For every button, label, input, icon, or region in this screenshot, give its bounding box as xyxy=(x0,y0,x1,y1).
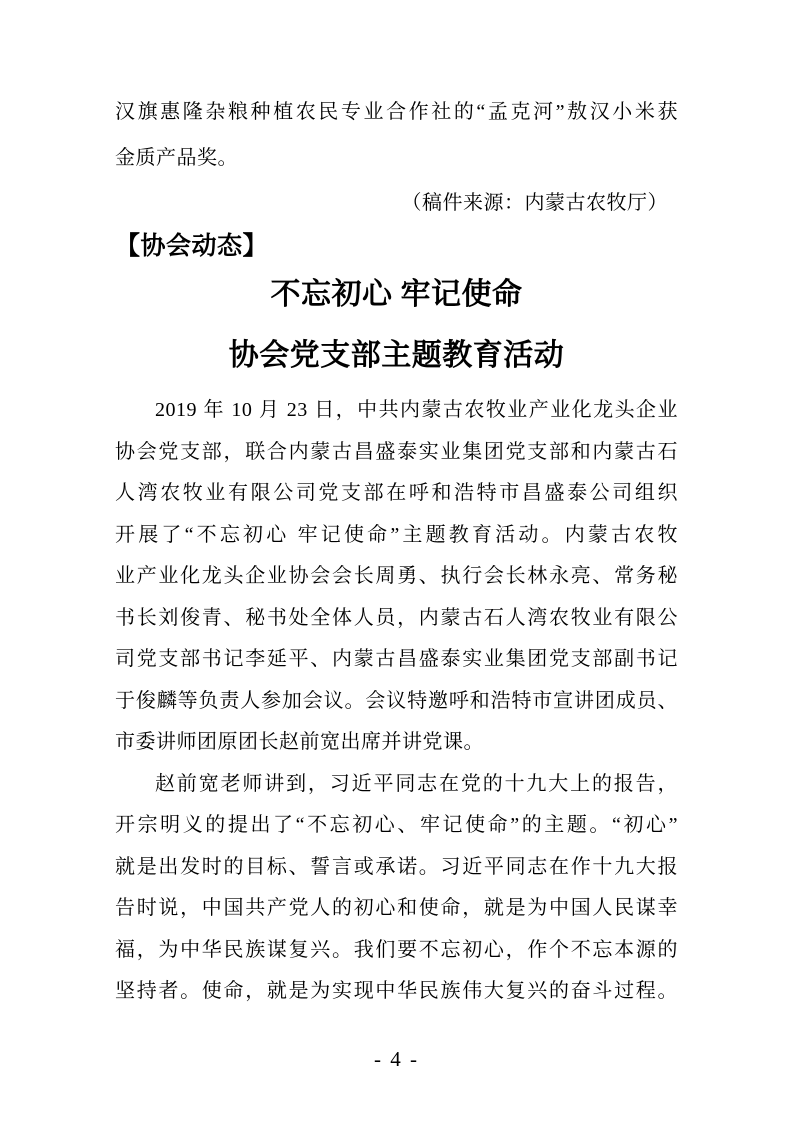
body-line: 就是出发时的目标、誓言或承诺。习近平同志在作十九大报 xyxy=(115,855,678,878)
body-line: 坚持者。使命，就是为实现中华民族伟大复兴的奋斗过程。 xyxy=(115,980,678,1002)
body-line: 开宗明义的提出了“不忘初心、牢记使命”的主题。“初心” xyxy=(115,814,678,836)
body-line: 于俊麟等负责人参加会议。会议特邀呼和浩特市宣讲团成员、 xyxy=(115,689,678,712)
document-content xyxy=(115,89,678,1013)
paragraph-2 xyxy=(115,764,678,1013)
body-line: 2019 年 10 月 23 日，中共内蒙古农牧业产业化龙头企业 xyxy=(155,399,678,421)
intro-paragraph xyxy=(115,89,678,181)
body-line: 开展了“不忘初心 牢记使命”主题教育活动。内蒙古农牧 xyxy=(115,523,678,546)
body-line: 司党支部书记李延平、内蒙古昌盛泰实业集团党支部副书记 xyxy=(115,648,678,670)
body-line: 汉旗惠隆杂粮种植农民专业合作社的“孟克河”敖汉小米获 xyxy=(115,101,678,123)
article-title-line1: 不忘初心 牢记使命 xyxy=(270,278,523,311)
paragraph-1 xyxy=(115,390,678,764)
page-number: - 4 - xyxy=(374,1047,419,1071)
body-line: 告时说，中国共产党人的初心和使命，就是为中国人民谋幸 xyxy=(115,897,678,919)
body-line: 人湾农牧业有限公司党支部在呼和浩特市昌盛泰公司组织 xyxy=(115,482,678,504)
body-line: 市委讲师团原团长赵前宽出席并讲党课。 xyxy=(115,731,484,753)
body-line: 金质产品奖。 xyxy=(115,147,238,169)
body-line: 福，为中华民族谋复兴。我们要不忘初心，作个不忘本源的 xyxy=(115,938,678,961)
article-title-line2: 协会党支部主题教育活动 xyxy=(228,339,565,372)
source-attribution: （稿件来源：内蒙古农牧厅） xyxy=(401,192,668,214)
body-line: 赵前宽老师讲到，习近平同志在党的十九大上的报告， xyxy=(155,772,678,795)
body-line: 书长刘俊青、秘书处全体人员，内蒙古石人湾农牧业有限公 xyxy=(115,606,678,629)
body-line: 协会党支部，联合内蒙古昌盛泰实业集团党支部和内蒙古石 xyxy=(115,440,678,463)
body-line: 业产业化龙头企业协会会长周勇、执行会长林永亮、常务秘 xyxy=(115,565,678,587)
section-header: 【协会动态】 xyxy=(115,232,269,260)
